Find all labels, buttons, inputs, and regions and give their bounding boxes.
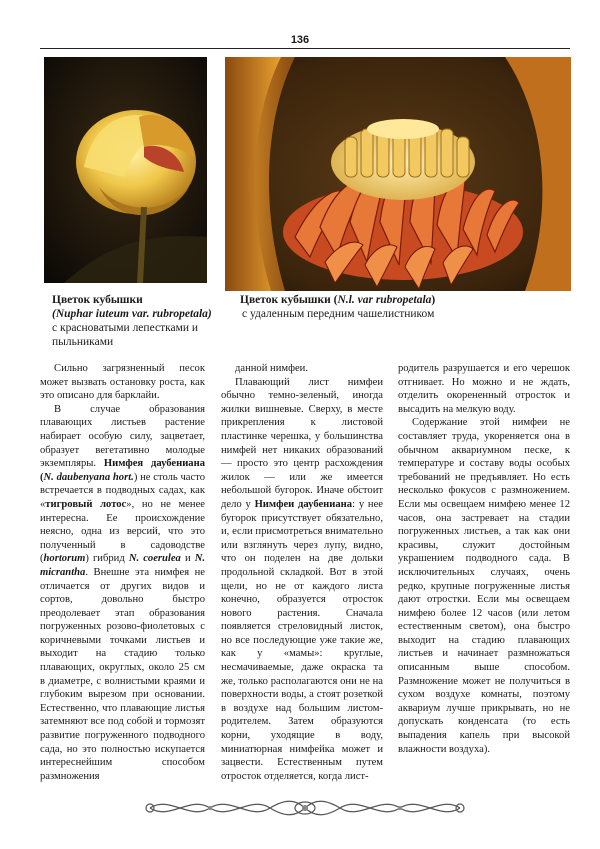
text-column-2 bbox=[221, 362, 383, 783]
header-rule bbox=[40, 48, 570, 49]
paragraph: данной нимфеи. bbox=[235, 363, 308, 374]
paragraph: Плавающий лист нимфеи обычно темно-зеленый, иногда жилки вишневые. Сверху, в месте прикрепления к листовой пластинке черешка, у большинства нимфей нет никаких образований — просто это центр расхождения жилок — или же имеется небольшой бугорок. Иначе обстоит дело у Нимфеи даубениана: у нее бугорок присутствует обязательно, и, если присмотреться внимательно или взглянуть через лупу, видно, что он поделен на две дольки продольной складкой. Вот в этой щели, но не от каждого листа конечно, образуется отросток нового растения. Сначала появляется стреловидный листок, но все последующие уже такие же, как у «мамы»: круглые, несмачиваемые, даже окраска та же, только располагаются они не на поверхности воды, а стоят розеткой в воздухе над большим листом-родителем. Затем образуются корни, уходящие в воду, миниатюрная нимфейка может и зацвести. Естественным путем отросток отделяется, когда лист- bbox=[221, 376, 383, 782]
caption-right bbox=[240, 293, 560, 321]
paragraph: Содержание этой нимфеи не составляет труда, укореняется она в обычном аквариумном песке, к температуре и составу воды особых требований не предъявляет. Но есть несколько фокусов с размножением. Если мы освещаем нимфею менее 12 часов, она застревает на стадии погруженных листьев, а так как они красивы, служит достойным украшением подводного сада. В исключительных случаях, очень редко, крупные погруженные листья дают отростки. Если мы освещаем нимфею более 12 часов (или летом естественным светом), она быстро выходит на стадию плавающих листьев и начинает размножаться описанным выше способом. Размножение может не получиться в сухом воздухе комнаты, поэтому аквариум лучше прикрывать, но не допускать конденсата (то есть выпадения капель при высокой влажности воздуха). bbox=[398, 417, 570, 755]
nuphar-flower-illustration bbox=[225, 57, 571, 291]
caption-right-title-line: Цветок кубышки (N.l. var rubropetala) bbox=[240, 294, 436, 306]
caption-left-text: с красноватыми лепестками и пыльниками bbox=[52, 322, 199, 348]
text-column-3 bbox=[398, 362, 570, 756]
caption-left-latin: (Nuphar iuteum var. rubropetala) bbox=[52, 308, 212, 320]
photo-nuphar-flower bbox=[225, 57, 571, 291]
caption-right-text: с удаленным передним чашелистником bbox=[242, 308, 435, 320]
page-number: 136 bbox=[290, 34, 310, 46]
paragraph: родитель разрушается и его черешок отгнивает. Но можно и не ждать, отделить окорененный отросток и высадить на мелкую воду. bbox=[398, 363, 570, 415]
caption-right-title: Цветок кубышки bbox=[240, 294, 331, 306]
text-column-1 bbox=[40, 362, 205, 783]
decorative-ornament bbox=[140, 793, 470, 823]
caption-left bbox=[52, 293, 222, 349]
caption-right-latin: N.l. var rubropetala bbox=[337, 294, 432, 306]
nuphar-bud-illustration bbox=[44, 57, 207, 283]
paragraph: Сильно загрязненный песок может вызвать остановку роста, как это описано для барклайи. bbox=[40, 363, 205, 402]
caption-left-title: Цветок кубышки bbox=[52, 294, 143, 306]
photo-nuphar-bud bbox=[44, 57, 207, 283]
paragraph: В случае образования плавающих листьев растение набирает особую силу, зацветает, образует вегетативно молодые экземпляры. Нимфея даубениана (N. daubenyana hort.) не столь часто встречается в подводных садах, как «тигровый лотос», но не менее интересна. Ее происхождение неясно, одна из версий, что это полученный в садоводстве (hortorum) гибрид N. coerulea и N. micrantha. Внешне эта нимфея не отличается от других видов и сортов, довольно быстро преодолевает этап образования погруженных розово-фиолетовых с коричневыми точками листьев и выходит на стадию только плавающих, округлых, около 25 см в диаметре, с волнистыми краями и глубоким вырезом при основании. Естественно, что плавающие листья затемняют все под собой и тормозят развитие погруженного подводного сада, но это полностью искупается интереснейшим способом размножения bbox=[40, 403, 206, 782]
